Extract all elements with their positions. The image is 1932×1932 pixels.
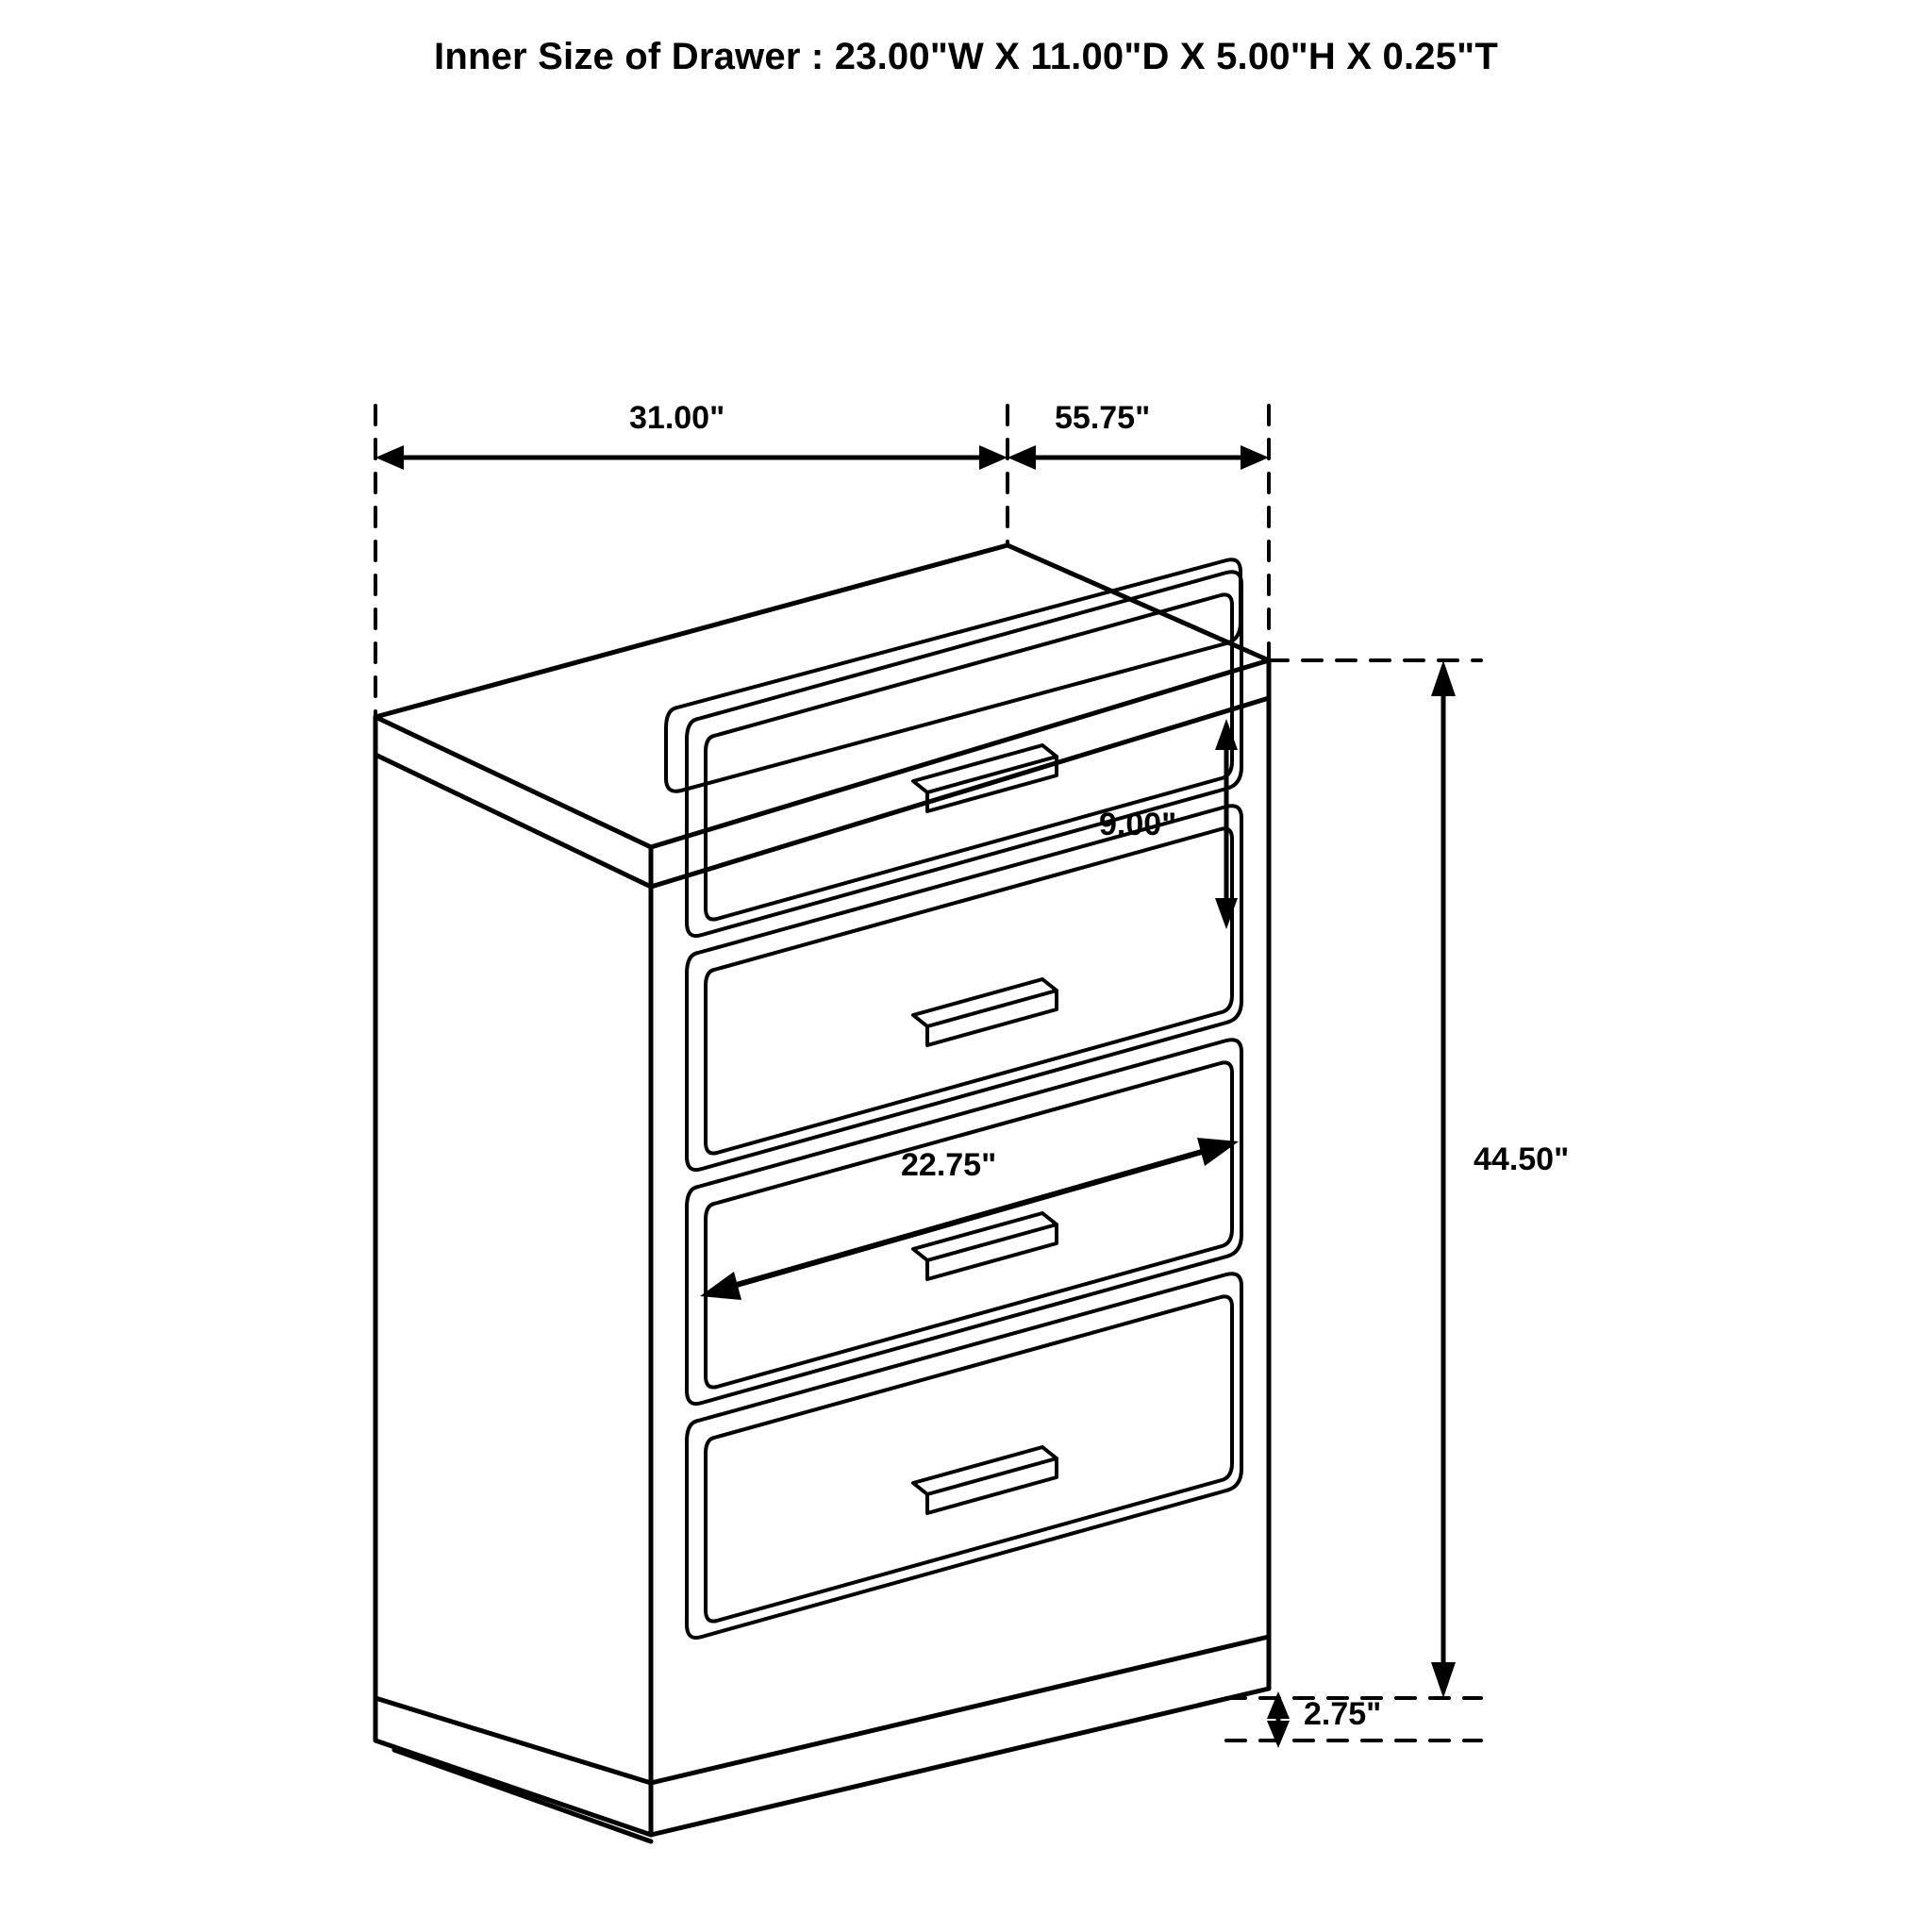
dimension-label-overall-height: 44.50" bbox=[1474, 1141, 1570, 1177]
dimension-label-depth: 31.00" bbox=[629, 400, 725, 436]
dimension-label-diagonal: 22.75" bbox=[901, 1147, 997, 1183]
dimension-label-base-height: 2.75" bbox=[1304, 1696, 1382, 1732]
extension-lines bbox=[375, 406, 1481, 1740]
dimension-label-drawer-height: 9.00" bbox=[1099, 807, 1177, 842]
page-title: Inner Size of Drawer : 23.00"W X 11.00"D X 5.00"H X 0.25"T bbox=[434, 36, 1498, 77]
cabinet-body bbox=[375, 545, 1269, 1841]
dimension-label-width: 55.75" bbox=[1055, 400, 1151, 436]
